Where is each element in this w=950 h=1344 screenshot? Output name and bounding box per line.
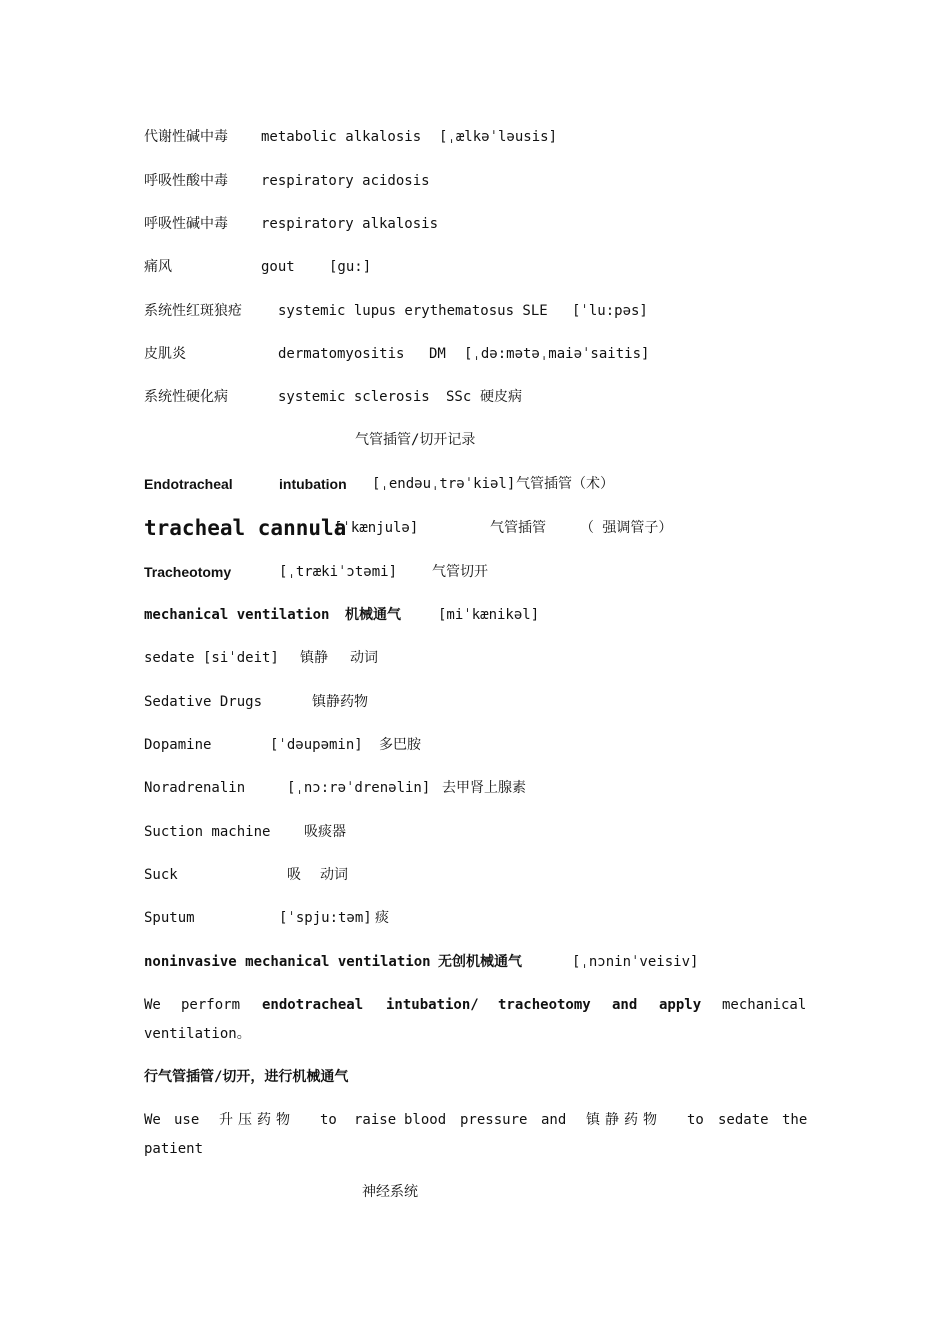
term-zh: 痰 [375, 910, 389, 926]
term-note: （ 强调管子） [580, 520, 673, 536]
sentence-word: tracheotomy [498, 997, 591, 1013]
term-ipa: [ˈspju:təm] [279, 910, 372, 926]
term-en: Suction machine [144, 824, 271, 840]
term-en: gout [261, 259, 295, 275]
sentence-word: mechanical [722, 997, 807, 1013]
term-zh: 呼吸性酸中毒 [144, 173, 228, 189]
term-en: Sedative Drugs [144, 694, 263, 710]
sentence-word: We [144, 1112, 161, 1128]
sentence-word: and [541, 1112, 567, 1128]
section-title: 气管插管/切开记录 [355, 432, 476, 448]
term-zh: 吸痰器 [304, 824, 346, 840]
term-ipa: [gu:] [329, 259, 372, 275]
sentence-word: to [687, 1112, 704, 1128]
sentence-word: endotracheal [262, 997, 364, 1013]
sentence-word: We [144, 997, 161, 1013]
section-title: 神经系统 [362, 1184, 418, 1200]
sentence-word: apply [659, 997, 702, 1013]
term-ipa: [ˈkænjulə] [334, 520, 419, 536]
term-en: Dopamine [144, 737, 212, 753]
sentence-word: 镇静药物 [586, 1112, 662, 1128]
term-ipa: [miˈkænikəl] [438, 607, 540, 623]
term-en: respiratory alkalosis [261, 216, 439, 232]
term-ipa: [ˌælkəˈləusis] [439, 129, 558, 145]
term-zh: 机械通气 [345, 607, 401, 623]
term-en: systemic sclerosis [278, 389, 430, 405]
term-note: 动词 [320, 867, 348, 883]
term-zh: 代谢性碱中毒 [144, 129, 228, 145]
sentence-word: intubation/ [386, 997, 479, 1013]
sentence-word: to [320, 1112, 337, 1128]
sentence-word: 升压药物 [219, 1112, 295, 1128]
term-en: Suck [144, 867, 178, 883]
term-zh: 气管插管 [490, 520, 546, 536]
term-en: intubation [279, 476, 347, 492]
term-ipa: [siˈdeit] [203, 650, 279, 666]
term-en: Sputum [144, 910, 195, 926]
term-zh: 皮肌炎 [144, 346, 186, 362]
sentence-word: blood [404, 1112, 447, 1128]
term-zh: 系统性硬化病 [144, 389, 228, 405]
term-zh: 气管插管（术） [516, 476, 614, 492]
term-abbr: DM [429, 346, 446, 362]
term-en: sedate [144, 650, 195, 666]
term-en: dermatomyositis [278, 346, 405, 362]
term-note: 动词 [350, 650, 378, 666]
term-en: metabolic alkalosis [261, 129, 422, 145]
term-note: 硬皮病 [480, 389, 522, 405]
term-en: Noradrenalin [144, 780, 246, 796]
sentence-word: perform [181, 997, 241, 1013]
sentence-word: pressure [460, 1112, 528, 1128]
term-abbr: SSc [446, 389, 472, 405]
term-zh: 去甲肾上腺素 [442, 780, 526, 796]
sentence-word: raise [354, 1112, 397, 1128]
sentence-word: use [174, 1112, 200, 1128]
term-ipa: [ˌendəuˌtrəˈkiəl] [372, 476, 516, 492]
sentence-word: and [612, 997, 638, 1013]
sentence-word: ventilation。 [144, 1026, 251, 1042]
term-zh: 系统性红斑狼疮 [144, 303, 242, 319]
term-ipa: [ˈlu:pəs] [572, 303, 648, 319]
term-en: noninvasive mechanical ventilation [144, 954, 431, 970]
term-en: systemic lupus erythematosus SLE [278, 303, 548, 319]
term-ipa: [ˌtrækiˈɔtəmi] [279, 564, 398, 580]
term-zh: 呼吸性碱中毒 [144, 216, 228, 232]
term-en: tracheal cannula [144, 516, 347, 540]
sentence-word: patient [144, 1141, 204, 1157]
term-zh: 无创机械通气 [438, 954, 522, 970]
sentence-word: sedate [718, 1112, 769, 1128]
term-en: Tracheotomy [144, 564, 232, 580]
term-zh: 镇静 [300, 650, 328, 666]
term-ipa: [ˌnɔninˈveisiv] [572, 954, 699, 970]
term-zh: 多巴胺 [379, 737, 421, 753]
term-zh: 镇静药物 [312, 694, 368, 710]
sentence-word: the [782, 1112, 808, 1128]
term-ipa: [ˈdəupəmin] [270, 737, 363, 753]
term-en: mechanical ventilation [144, 607, 330, 623]
term-ipa: [ˌdə:mətəˌmaiəˈsaitis] [464, 346, 650, 362]
term-zh: 吸 [287, 867, 301, 883]
example-translation: 行气管插管/切开，进行机械通气 [144, 1069, 349, 1085]
term-ipa: [ˌnɔ:rəˈdrenəlin] [287, 780, 431, 796]
term-zh: 痛风 [144, 259, 172, 275]
term-en: respiratory acidosis [261, 173, 430, 189]
term-en: Endotracheal [144, 476, 233, 492]
term-zh: 气管切开 [432, 564, 488, 580]
